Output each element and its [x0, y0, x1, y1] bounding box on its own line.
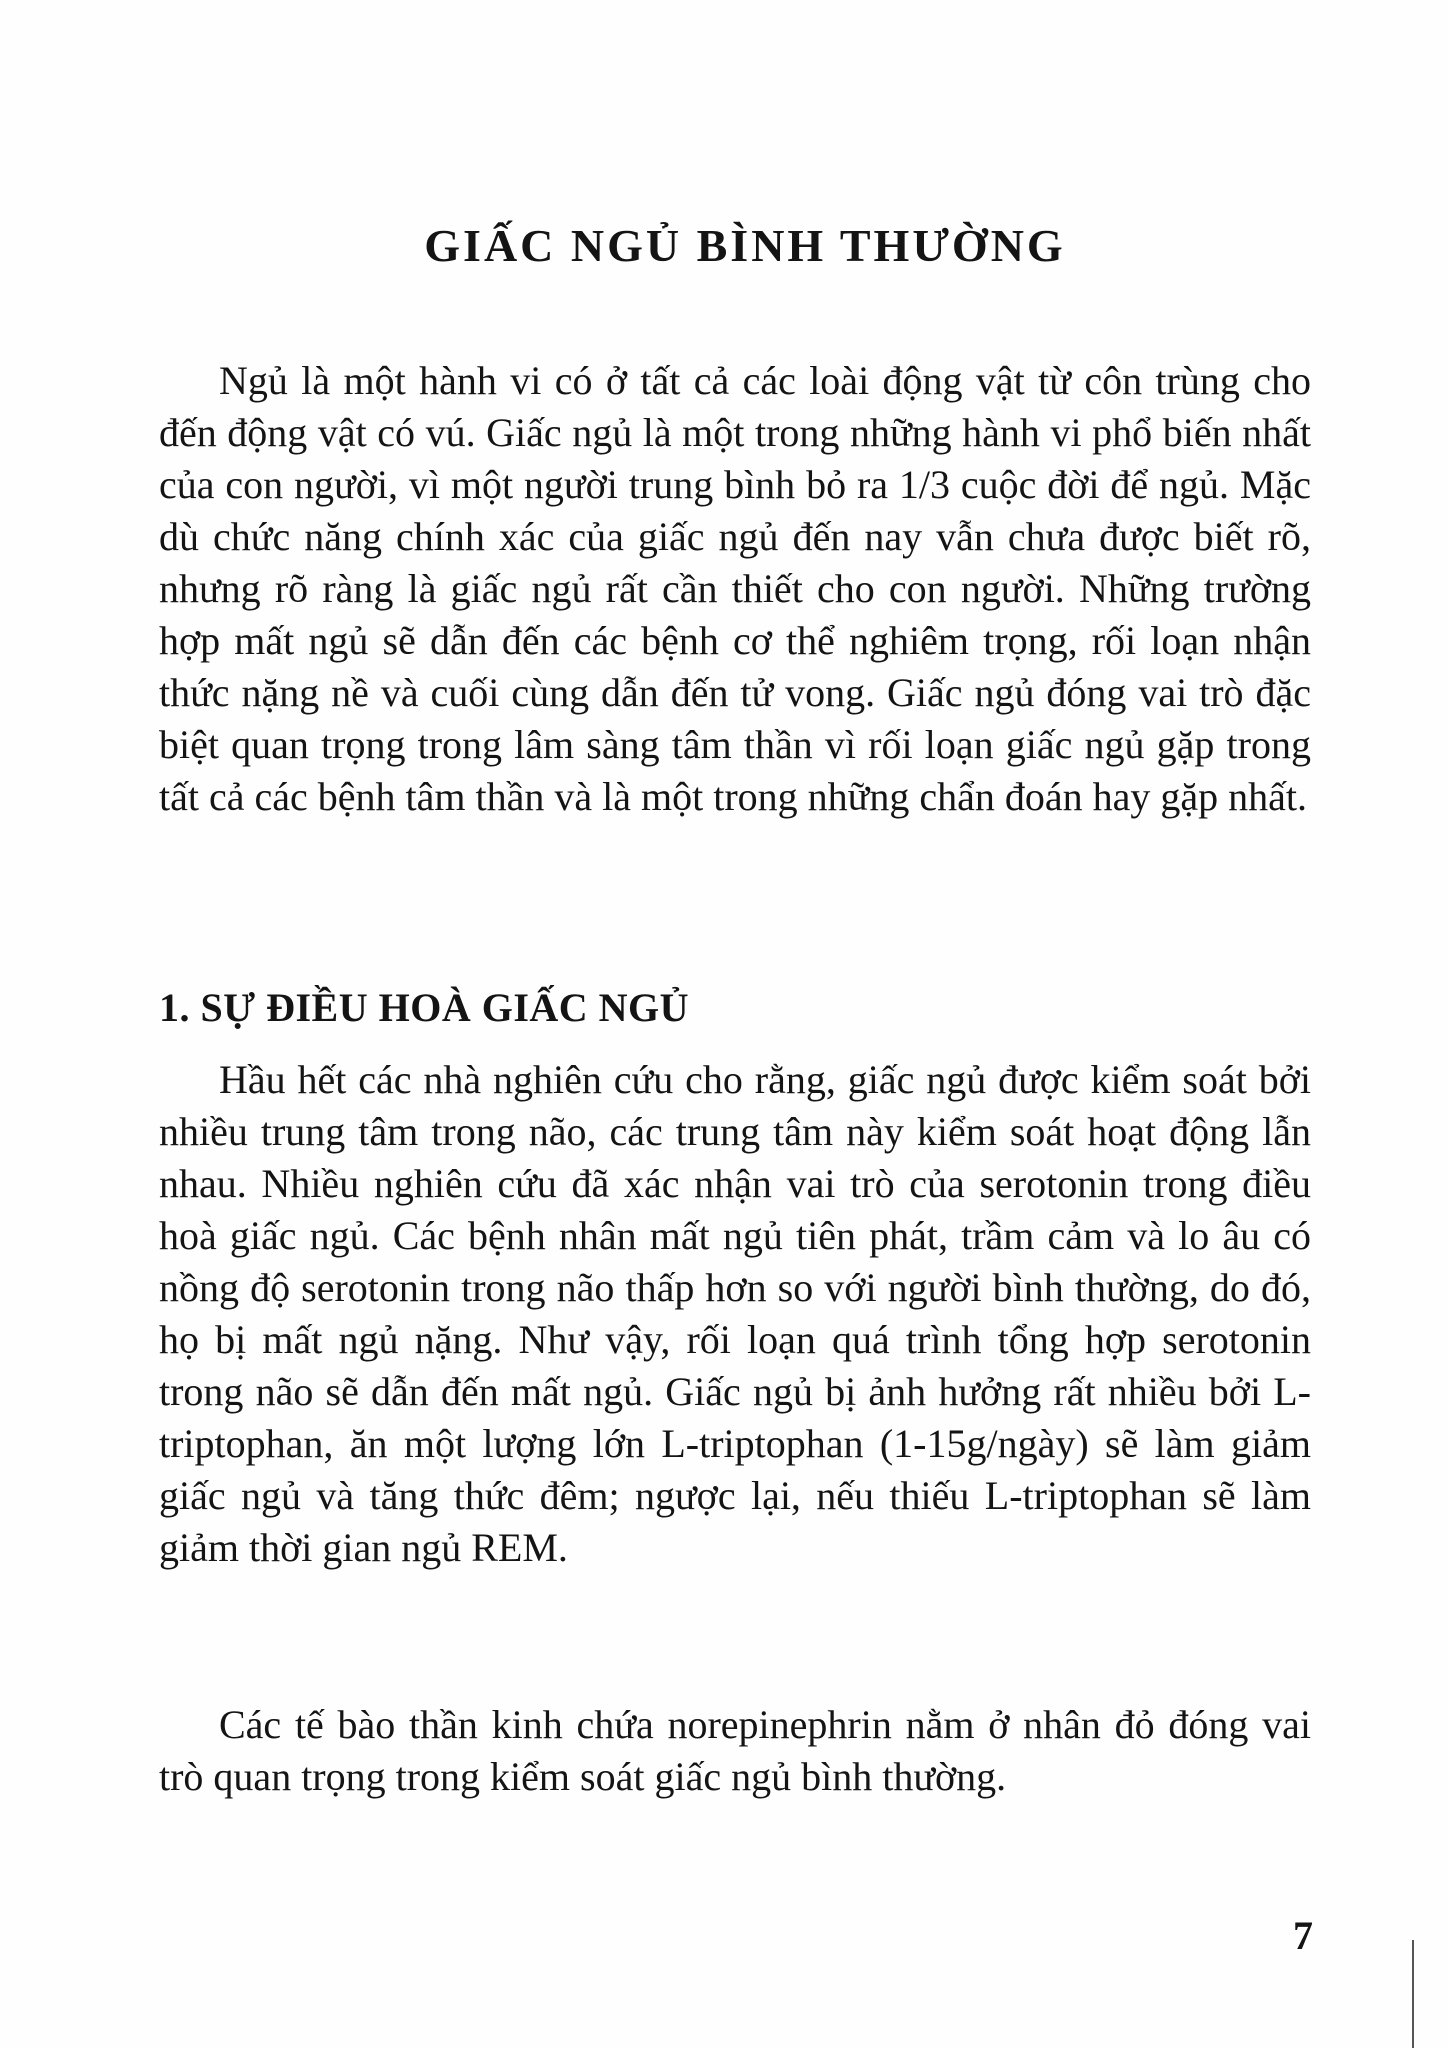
page-title: GIẤC NGỦ BÌNH THƯỜNG: [424, 220, 1066, 271]
section-paragraph-2: Các tế bào thần kinh chứa norepinephrin nằm ở nhân đỏ đóng vai trò quan trọng trong kiểm soát giấc ngủ bình thường.: [159, 1702, 1311, 1799]
page-number: 7: [1293, 1913, 1313, 1958]
page-edge-line: [1412, 1940, 1414, 2048]
section-paragraph-1: Hầu hết các nhà nghiên cứu cho rằng, giấc ngủ được kiểm soát bởi nhiều trung tâm trong não, các trung tâm này kiểm soát hoạt động lẫn nhau. Nhiều nghiên cứu đã xác nhận vai trò của serotonin trong điều hoà giấc ngủ. Các bệnh nhân mất ngủ tiên phát, trầm cảm và lo âu có nồng độ serotonin trong não thấp hơn so với người bình thường, do đó, họ bị mất ngủ nặng. Như vậy, rối loạn quá trình tổng hợp serotonin trong não sẽ dẫn đến mất ngủ. Giấc ngủ bị ảnh hưởng rất nhiều bởi L-triptophan, ăn một lượng lớn L-triptophan (1-15g/ngày) sẽ làm giảm giấc ngủ và tăng thức đêm; ngược lại, nếu thiếu L-triptophan sẽ làm giảm thời gian ngủ REM.: [159, 1057, 1311, 1570]
section-heading: 1. SỰ ĐIỀU HOÀ GIẤC NGỦ: [159, 985, 690, 1030]
intro-paragraph: Ngủ là một hành vi có ở tất cả các loài động vật từ côn trùng cho đến động vật có vú. Giấc ngủ là một trong những hành vi phổ biến nhất của con người, vì một người trung bình bỏ ra 1/3 cuộc đời để ngủ. Mặc dù chức năng chính xác của giấc ngủ đến nay vẫn chưa được biết rõ, nhưng rõ ràng là giấc ngủ rất cần thiết cho con người. Những trường hợp mất ngủ sẽ dẫn đến các bệnh cơ thể nghiêm trọng, rối loạn nhận thức nặng nề và cuối cùng dẫn đến tử vong. Giấc ngủ đóng vai trò đặc biệt quan trọng trong lâm sàng tâm thần vì rối loạn giấc ngủ gặp trong tất cả các bệnh tâm thần và là một trong những chẩn đoán hay gặp nhất.: [159, 358, 1311, 819]
